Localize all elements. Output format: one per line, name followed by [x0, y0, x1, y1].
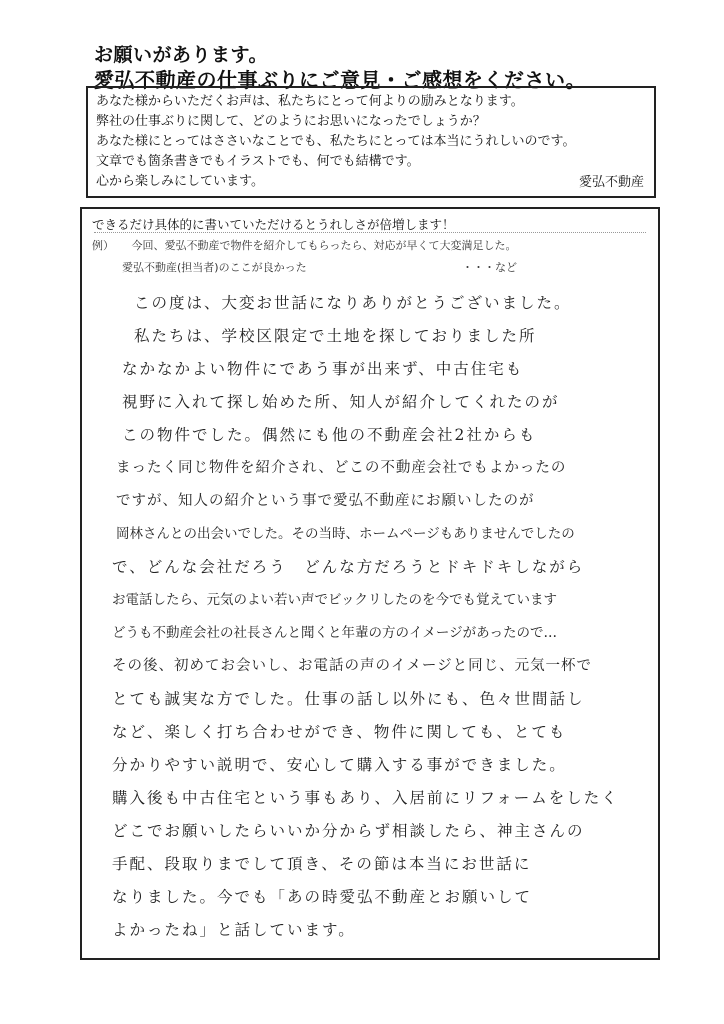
handwritten-line: この物件でした。偶然にも他の不動産会社2社からも: [122, 426, 537, 444]
example-label: 例）: [92, 239, 114, 252]
intro-line: 弊社の仕事ぶりに関して、どのようにお思いになったでしょうか？: [96, 114, 486, 129]
example-suffix: ・・・など: [462, 261, 517, 274]
example-line2: 愛弘不動産(担当者)のここが良かった: [122, 261, 307, 274]
example-line1: 今回、愛弘不動産で物件を紹介してもらったら、対応が早くて大変満足した。: [131, 239, 517, 252]
handwritten-line: 私たちは、学校区限定で土地を探しておりました所: [134, 327, 537, 345]
company-signature: 愛弘不動産: [578, 175, 644, 190]
handwritten-line: 視野に入れて探し始めた所、知人が紹介してくれたのが: [122, 393, 560, 411]
handwritten-line: 手配、段取りまでして頂き、その節は本当にお世話に: [112, 855, 532, 873]
handwritten-line: よかったね」と話しています。: [112, 921, 356, 939]
handwritten-line: どこでお願いしたらいいか分からず相談したら、神主さんの: [112, 822, 585, 840]
example-text: [92, 237, 516, 253]
feedback-heading: できるだけ具体的に書いていただけるとうれしさが倍増します！: [92, 217, 455, 232]
feedback-box: [80, 207, 660, 960]
intro-box: [86, 86, 656, 198]
handwritten-line: など、楽しく打ち合わせができ、物件に関しても、とても: [112, 723, 567, 741]
handwritten-line: 購入後も中古住宅という事もあり、入居前にリフォームをしたく: [112, 789, 619, 807]
handwritten-line: ですが、知人の紹介という事で愛弘不動産にお願いしたのが: [116, 493, 535, 509]
intro-line: あなた様にとってはささいなことでも、私たちにとっては本当にうれしいのです。: [96, 134, 576, 149]
intro-line: 心から楽しみにしています。: [96, 174, 264, 189]
handwritten-line: なりました。今でも「あの時愛弘不動産とお願いして: [112, 888, 533, 906]
intro-line: 文章でも箇条書きでもイラストでも、何でも結構です。: [96, 154, 420, 169]
handwritten-line: 岡林さんとの出会いでした。その当時、ホームページもありませんでしたの: [116, 526, 575, 542]
form-subtitle: 愛弘不動産の仕事ぶりにご意見・ご感想をください。: [94, 68, 586, 92]
form-title: お願いがあります。: [94, 44, 268, 66]
handwritten-line: で、どんな会社だろう どんな方だろうとドキドキしながら: [112, 558, 585, 576]
handwritten-line: この度は、大変お世話になりありがとうございました。: [134, 294, 572, 312]
handwritten-line: まったく同じ物件を紹介され、どこの不動産会社でもよかったの: [116, 460, 567, 476]
handwritten-line: その後、初めてお会いし、お電話の声のイメージと同じ、元気一杯で: [112, 658, 593, 674]
handwritten-line: お電話したら、元気のよい若い声でビックリしたのを今でも覚えています: [112, 592, 557, 608]
handwritten-line: なかなかよい物件にであう事が出来ず、中古住宅も: [122, 360, 524, 378]
intro-line: あなた様からいただくお声は、私たちにとって何よりの励みとなります。: [96, 94, 524, 109]
handwritten-line: とても誠実な方でした。仕事の話し以外にも、色々世間話し: [112, 690, 585, 708]
handwritten-line: 分かりやすい説明で、安心して購入する事ができました。: [112, 756, 567, 774]
handwritten-line: どうも不動産会社の社長さんと聞くと年輩の方のイメージがあったので…: [112, 625, 557, 641]
heading-underline: [94, 232, 646, 233]
